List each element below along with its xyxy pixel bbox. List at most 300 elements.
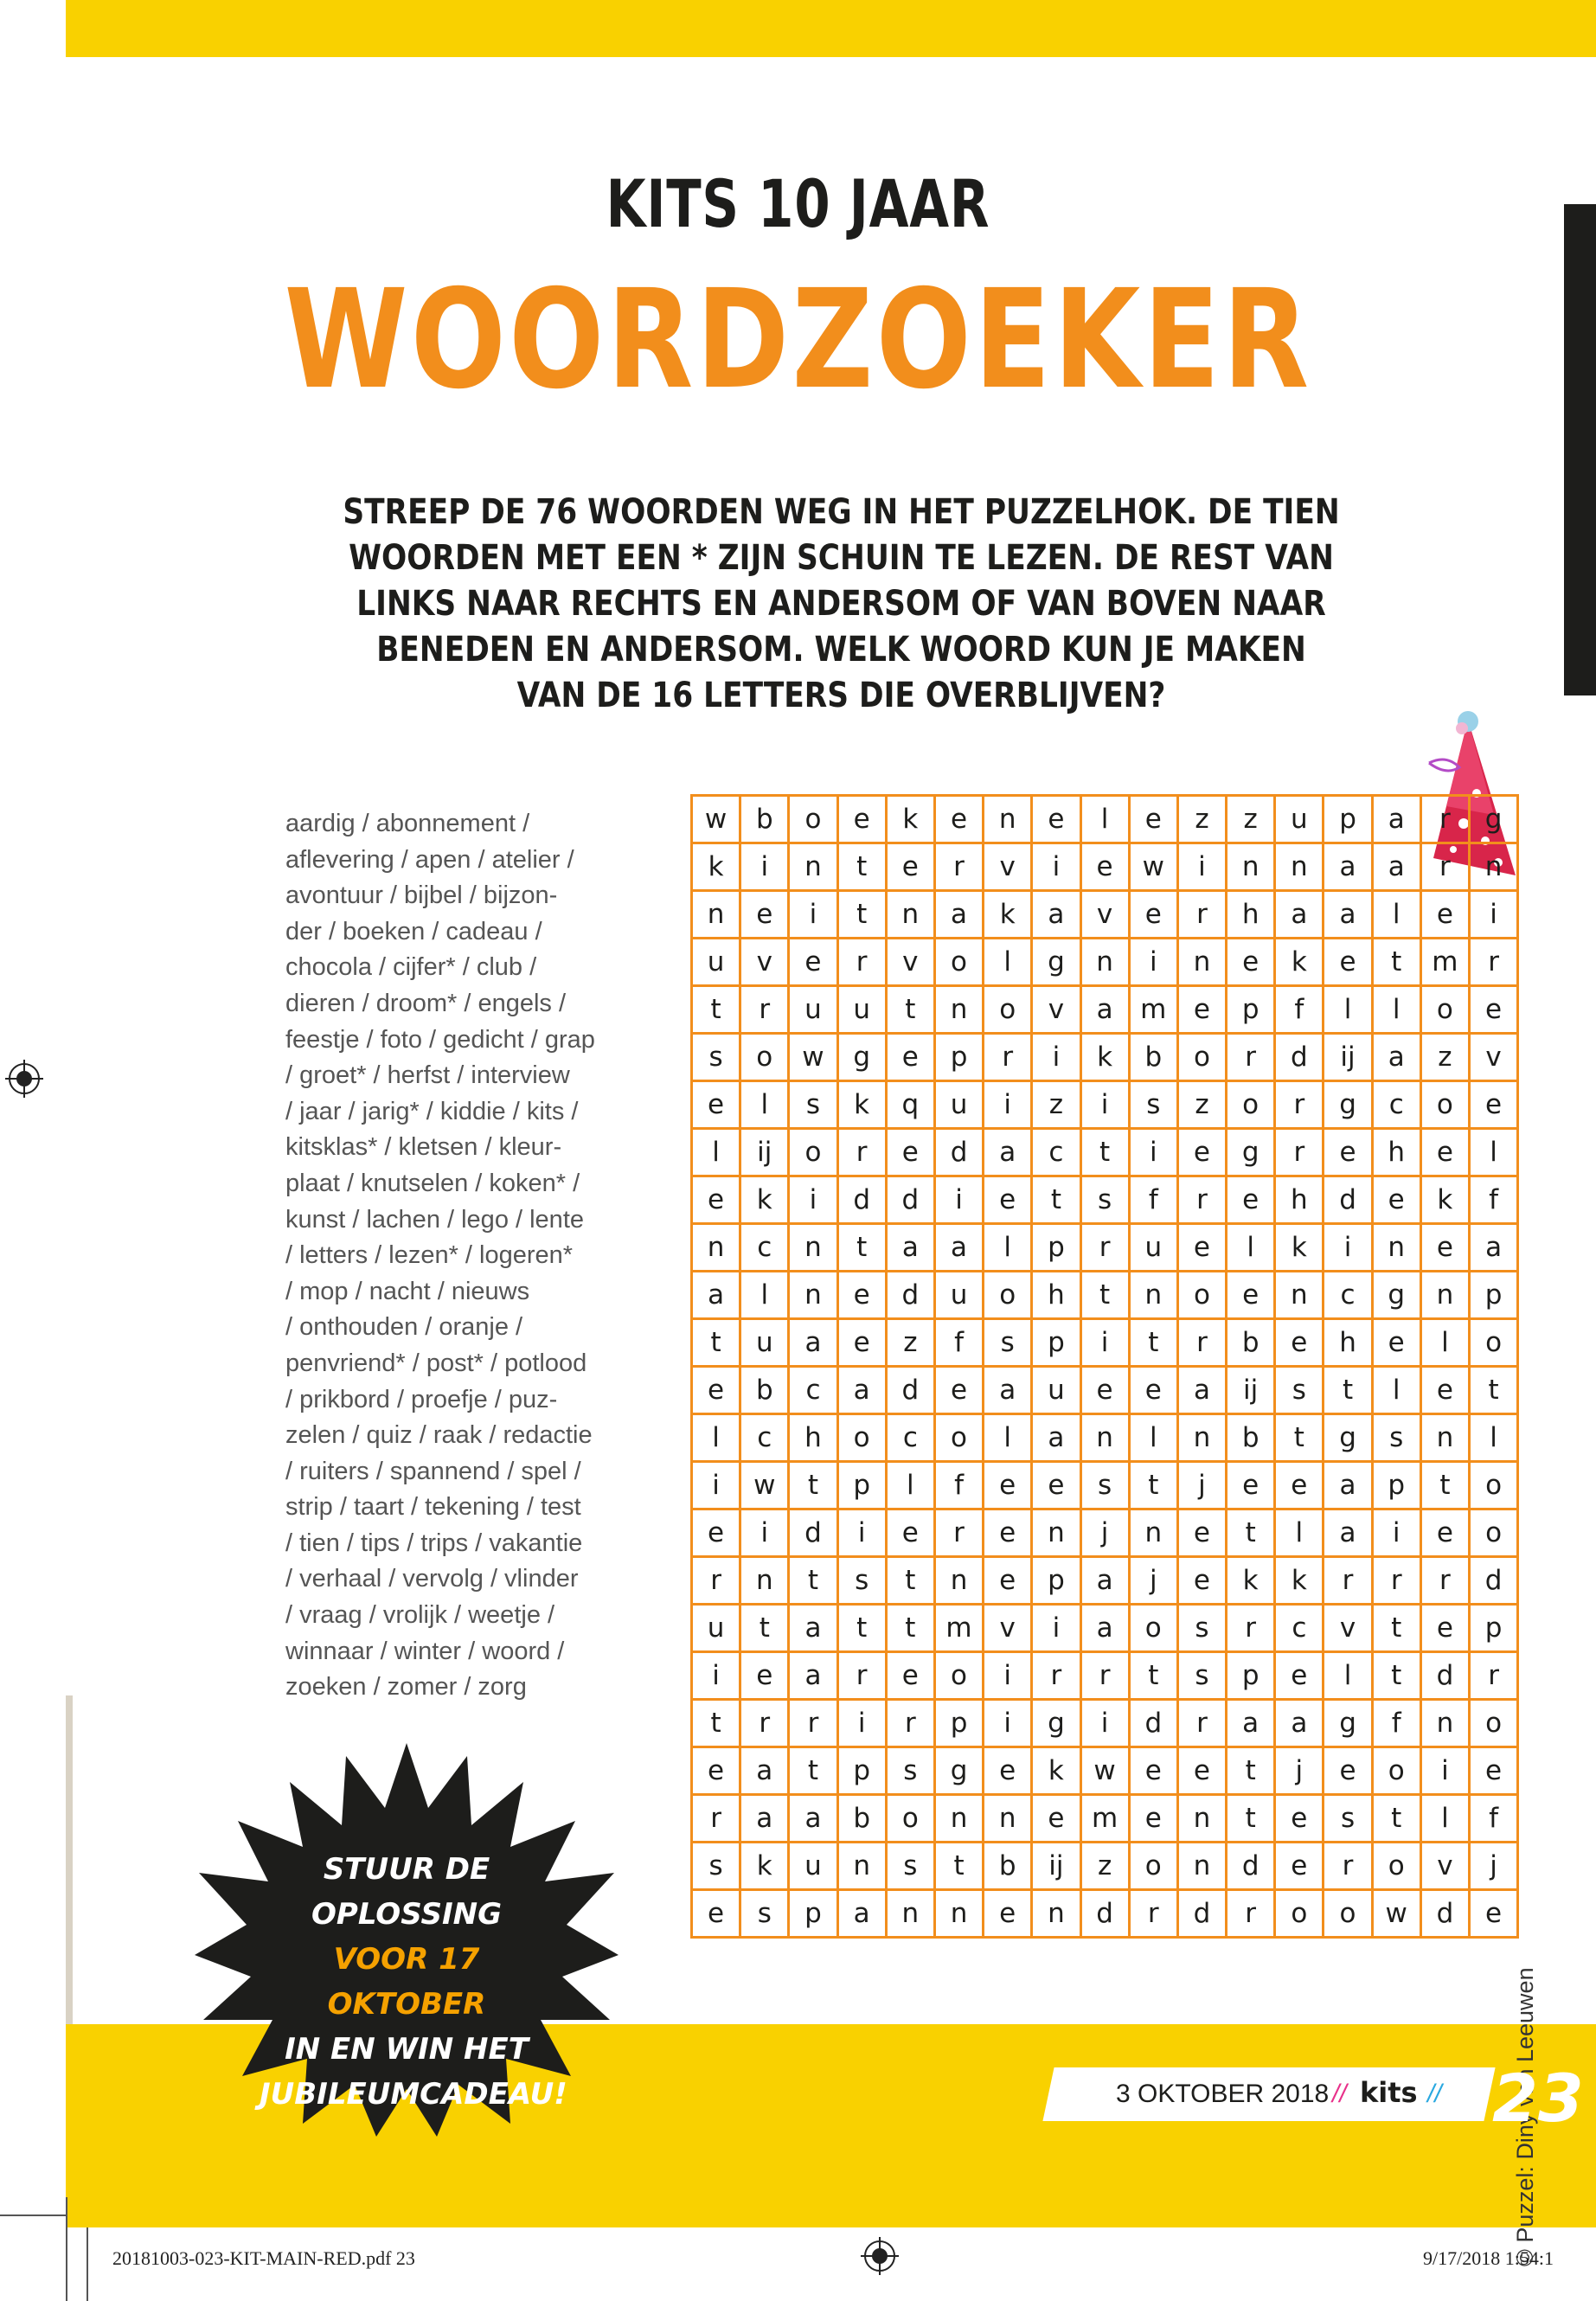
grid-cell[interactable]: s [1372,1414,1420,1462]
grid-cell[interactable]: n [1177,1414,1226,1462]
grid-cell[interactable]: d [1470,1557,1518,1605]
grid-cell[interactable]: o [984,1272,1032,1319]
grid-cell[interactable]: h [1227,891,1275,939]
grid-cell[interactable]: n [1080,1414,1129,1462]
grid-cell[interactable]: n [1275,1272,1324,1319]
grid-cell[interactable]: e [984,1747,1032,1795]
grid-cell[interactable]: s [692,1034,740,1081]
grid-cell[interactable]: a [789,1319,837,1367]
grid-cell[interactable]: d [837,1176,886,1224]
grid-cell[interactable]: c [1032,1129,1080,1176]
grid-cell[interactable]: l [984,1224,1032,1272]
grid-cell[interactable]: z [886,1319,934,1367]
grid-cell[interactable]: a [692,1272,740,1319]
grid-cell[interactable]: o [740,1034,789,1081]
grid-cell[interactable]: r [1227,1890,1275,1938]
grid-cell[interactable]: e [1227,1272,1275,1319]
grid-cell[interactable]: t [1129,1462,1177,1509]
grid-cell[interactable]: a [1324,1509,1372,1557]
grid-cell[interactable]: e [1129,891,1177,939]
grid-cell[interactable]: a [1372,796,1420,843]
word-search-grid[interactable] [690,794,1519,1939]
grid-cell[interactable]: a [984,1367,1032,1414]
grid-cell[interactable]: s [1275,1367,1324,1414]
grid-cell[interactable]: g [1470,796,1518,843]
grid-cell[interactable]: e [692,1081,740,1129]
grid-cell[interactable]: m [1080,1795,1129,1843]
grid-cell[interactable]: u [789,1843,837,1890]
grid-cell[interactable]: l [692,1414,740,1462]
grid-cell[interactable]: e [789,939,837,986]
grid-cell[interactable]: i [1032,1605,1080,1652]
grid-cell[interactable]: a [837,1367,886,1414]
grid-cell[interactable]: u [934,1081,983,1129]
grid-cell[interactable]: i [837,1509,886,1557]
grid-cell[interactable]: e [692,1176,740,1224]
grid-cell[interactable]: a [1177,1367,1226,1414]
grid-cell[interactable]: w [740,1462,789,1509]
grid-cell[interactable]: r [1129,1890,1177,1938]
grid-cell[interactable]: r [1470,939,1518,986]
grid-cell[interactable]: t [886,986,934,1034]
grid-cell[interactable]: r [1177,891,1226,939]
grid-cell[interactable]: r [740,986,789,1034]
grid-cell[interactable]: p [1470,1272,1518,1319]
grid-cell[interactable]: k [740,1843,789,1890]
grid-cell[interactable]: b [1227,1414,1275,1462]
grid-cell[interactable]: e [886,1652,934,1700]
grid-cell[interactable]: g [1032,1700,1080,1747]
grid-cell[interactable]: i [1470,891,1518,939]
grid-cell[interactable]: s [740,1890,789,1938]
grid-cell[interactable]: r [1420,843,1469,891]
grid-cell[interactable]: u [789,986,837,1034]
grid-cell[interactable]: e [1275,1319,1324,1367]
grid-cell[interactable]: r [1420,1557,1469,1605]
grid-cell[interactable]: d [1080,1890,1129,1938]
grid-cell[interactable]: a [789,1652,837,1700]
grid-cell[interactable]: k [1420,1176,1469,1224]
grid-cell[interactable]: i [1032,843,1080,891]
grid-cell[interactable]: h [1372,1129,1420,1176]
grid-cell[interactable]: a [1324,843,1372,891]
grid-cell[interactable]: o [1470,1509,1518,1557]
grid-cell[interactable]: i [1420,1747,1469,1795]
grid-cell[interactable]: v [1470,1034,1518,1081]
grid-cell[interactable]: e [886,1129,934,1176]
grid-cell[interactable]: i [1032,1034,1080,1081]
grid-cell[interactable]: o [789,796,837,843]
grid-cell[interactable]: s [692,1843,740,1890]
grid-cell[interactable]: z [1080,1843,1129,1890]
grid-cell[interactable]: p [1372,1462,1420,1509]
grid-cell[interactable]: e [1032,796,1080,843]
grid-cell[interactable]: i [1080,1700,1129,1747]
grid-cell[interactable]: e [1177,986,1226,1034]
grid-cell[interactable]: n [1177,1843,1226,1890]
grid-cell[interactable]: r [1080,1224,1129,1272]
grid-cell[interactable]: l [1372,891,1420,939]
grid-cell[interactable]: g [1324,1700,1372,1747]
grid-cell[interactable]: g [837,1034,886,1081]
grid-cell[interactable]: r [1177,1319,1226,1367]
grid-cell[interactable]: a [837,1890,886,1938]
grid-cell[interactable]: b [837,1795,886,1843]
grid-cell[interactable]: a [1032,891,1080,939]
grid-cell[interactable]: o [1129,1843,1177,1890]
grid-cell[interactable]: p [1032,1557,1080,1605]
grid-cell[interactable]: u [740,1319,789,1367]
grid-cell[interactable]: d [886,1176,934,1224]
grid-cell[interactable]: i [789,1176,837,1224]
grid-cell[interactable]: a [1227,1700,1275,1747]
grid-cell[interactable]: p [1032,1224,1080,1272]
grid-cell[interactable]: a [1275,1700,1324,1747]
grid-cell[interactable]: t [1227,1795,1275,1843]
grid-cell[interactable]: h [1324,1319,1372,1367]
grid-cell[interactable]: o [1372,1843,1420,1890]
grid-cell[interactable]: a [789,1605,837,1652]
grid-cell[interactable]: l [740,1081,789,1129]
grid-cell[interactable]: i [1177,843,1226,891]
grid-cell[interactable]: u [837,986,886,1034]
grid-cell[interactable]: r [886,1700,934,1747]
grid-cell[interactable]: o [789,1129,837,1176]
grid-cell[interactable]: p [1324,796,1372,843]
grid-cell[interactable]: e [984,1557,1032,1605]
grid-cell[interactable]: v [984,843,1032,891]
grid-cell[interactable]: e [886,1034,934,1081]
grid-cell[interactable]: l [1420,1795,1469,1843]
grid-cell[interactable]: t [1227,1747,1275,1795]
grid-cell[interactable]: e [692,1890,740,1938]
grid-cell[interactable]: e [1275,1795,1324,1843]
grid-cell[interactable]: ij [1324,1034,1372,1081]
grid-cell[interactable]: g [1324,1414,1372,1462]
grid-cell[interactable]: h [1275,1176,1324,1224]
grid-cell[interactable]: t [1032,1176,1080,1224]
grid-cell[interactable]: d [1420,1890,1469,1938]
grid-cell[interactable]: n [1129,1272,1177,1319]
grid-cell[interactable]: n [934,986,983,1034]
grid-cell[interactable]: e [1080,1367,1129,1414]
grid-cell[interactable]: l [1129,1414,1177,1462]
grid-cell[interactable]: e [934,796,983,843]
grid-cell[interactable]: d [934,1129,983,1176]
grid-cell[interactable]: p [1227,986,1275,1034]
grid-cell[interactable]: r [1177,1176,1226,1224]
grid-cell[interactable]: e [1227,1176,1275,1224]
grid-cell[interactable]: r [1227,1605,1275,1652]
grid-cell[interactable]: n [837,1843,886,1890]
grid-cell[interactable]: l [1227,1224,1275,1272]
grid-cell[interactable]: t [837,843,886,891]
grid-cell[interactable]: n [984,1795,1032,1843]
grid-cell[interactable]: f [1470,1176,1518,1224]
grid-cell[interactable]: n [1227,843,1275,891]
grid-cell[interactable]: i [1080,1319,1129,1367]
grid-cell[interactable]: e [1227,1462,1275,1509]
grid-cell[interactable]: s [1324,1795,1372,1843]
grid-cell[interactable]: k [1080,1034,1129,1081]
grid-cell[interactable]: j [1129,1557,1177,1605]
grid-cell[interactable]: t [837,1605,886,1652]
grid-cell[interactable]: o [984,986,1032,1034]
grid-cell[interactable]: n [1032,1890,1080,1938]
grid-cell[interactable]: c [740,1224,789,1272]
grid-cell[interactable]: e [692,1367,740,1414]
grid-cell[interactable]: e [837,1272,886,1319]
grid-cell[interactable]: r [1275,1081,1324,1129]
grid-cell[interactable]: p [837,1462,886,1509]
grid-cell[interactable]: s [886,1747,934,1795]
grid-cell[interactable]: l [1324,986,1372,1034]
grid-cell[interactable]: t [1275,1414,1324,1462]
grid-cell[interactable]: e [1275,1462,1324,1509]
grid-cell[interactable]: a [984,1129,1032,1176]
grid-cell[interactable]: e [1470,1890,1518,1938]
grid-cell[interactable]: n [934,1557,983,1605]
grid-cell[interactable]: r [934,1509,983,1557]
grid-cell[interactable]: i [740,1509,789,1557]
grid-cell[interactable]: t [692,986,740,1034]
grid-cell[interactable]: n [934,1795,983,1843]
grid-cell[interactable]: k [984,891,1032,939]
grid-cell[interactable]: e [1420,1129,1469,1176]
grid-cell[interactable]: e [740,1652,789,1700]
grid-cell[interactable]: k [692,843,740,891]
grid-cell[interactable]: g [1324,1081,1372,1129]
grid-cell[interactable]: e [1227,939,1275,986]
grid-cell[interactable]: e [692,1747,740,1795]
grid-cell[interactable]: n [1032,1509,1080,1557]
grid-cell[interactable]: i [984,1700,1032,1747]
grid-cell[interactable]: a [740,1795,789,1843]
grid-cell[interactable]: g [1372,1272,1420,1319]
grid-cell[interactable]: n [692,1224,740,1272]
grid-cell[interactable]: ij [1227,1367,1275,1414]
grid-cell[interactable]: e [1032,1795,1080,1843]
grid-cell[interactable]: k [740,1176,789,1224]
grid-cell[interactable]: v [1032,986,1080,1034]
grid-cell[interactable]: e [1080,843,1129,891]
grid-cell[interactable]: v [984,1605,1032,1652]
grid-cell[interactable]: e [934,1367,983,1414]
grid-cell[interactable]: d [1227,1843,1275,1890]
grid-cell[interactable]: t [740,1605,789,1652]
grid-cell[interactable]: l [1372,986,1420,1034]
grid-cell[interactable]: c [886,1414,934,1462]
grid-cell[interactable]: n [934,1890,983,1938]
grid-cell[interactable]: n [740,1557,789,1605]
grid-cell[interactable]: l [740,1272,789,1319]
grid-cell[interactable]: c [1324,1272,1372,1319]
grid-cell[interactable]: e [1420,1367,1469,1414]
grid-cell[interactable]: m [1129,986,1177,1034]
grid-cell[interactable]: o [934,1652,983,1700]
grid-cell[interactable]: e [1129,1367,1177,1414]
grid-cell[interactable]: s [1080,1462,1129,1509]
grid-cell[interactable]: j [1080,1509,1129,1557]
grid-cell[interactable]: s [886,1843,934,1890]
grid-cell[interactable]: a [1470,1224,1518,1272]
grid-cell[interactable]: e [837,1319,886,1367]
grid-cell[interactable]: e [1470,1081,1518,1129]
grid-cell[interactable]: c [1372,1081,1420,1129]
grid-cell[interactable]: i [1080,1081,1129,1129]
grid-cell[interactable]: a [1372,1034,1420,1081]
grid-cell[interactable]: n [1177,1795,1226,1843]
grid-cell[interactable]: k [1275,939,1324,986]
grid-cell[interactable]: o [1129,1605,1177,1652]
grid-cell[interactable]: e [692,1509,740,1557]
grid-cell[interactable]: a [934,1224,983,1272]
grid-cell[interactable]: l [1470,1414,1518,1462]
grid-cell[interactable]: o [1275,1890,1324,1938]
grid-cell[interactable]: n [1129,1509,1177,1557]
grid-cell[interactable]: a [740,1747,789,1795]
grid-cell[interactable]: w [1129,843,1177,891]
grid-cell[interactable]: t [789,1747,837,1795]
grid-cell[interactable]: r [1420,796,1469,843]
grid-cell[interactable]: f [934,1462,983,1509]
grid-cell[interactable]: e [984,1176,1032,1224]
grid-cell[interactable]: v [740,939,789,986]
grid-cell[interactable]: t [1129,1319,1177,1367]
grid-cell[interactable]: r [1080,1652,1129,1700]
grid-cell[interactable]: e [1177,1224,1226,1272]
grid-cell[interactable]: i [740,843,789,891]
grid-cell[interactable]: p [934,1034,983,1081]
grid-cell[interactable]: z [1032,1081,1080,1129]
grid-cell[interactable]: l [1470,1129,1518,1176]
grid-cell[interactable]: o [837,1414,886,1462]
grid-cell[interactable]: s [984,1319,1032,1367]
grid-cell[interactable]: g [934,1747,983,1795]
grid-cell[interactable]: w [692,796,740,843]
grid-cell[interactable]: o [886,1795,934,1843]
grid-cell[interactable]: t [789,1557,837,1605]
grid-cell[interactable]: r [837,1129,886,1176]
grid-cell[interactable]: d [886,1367,934,1414]
grid-cell[interactable]: t [1080,1129,1129,1176]
grid-cell[interactable]: k [1032,1747,1080,1795]
grid-cell[interactable]: f [1372,1700,1420,1747]
grid-cell[interactable]: a [1324,1462,1372,1509]
grid-cell[interactable]: z [1227,796,1275,843]
grid-cell[interactable]: f [1470,1795,1518,1843]
grid-cell[interactable]: o [1372,1747,1420,1795]
grid-cell[interactable]: u [692,939,740,986]
grid-cell[interactable]: r [1032,1652,1080,1700]
grid-cell[interactable]: e [1275,1652,1324,1700]
grid-cell[interactable]: n [886,1890,934,1938]
grid-cell[interactable]: e [1129,796,1177,843]
grid-cell[interactable]: b [740,1367,789,1414]
grid-cell[interactable]: e [1177,1129,1226,1176]
grid-cell[interactable]: r [984,1034,1032,1081]
grid-cell[interactable]: z [1420,1034,1469,1081]
grid-cell[interactable]: l [1324,1652,1372,1700]
grid-cell[interactable]: g [1032,939,1080,986]
grid-cell[interactable]: l [1080,796,1129,843]
grid-cell[interactable]: f [1275,986,1324,1034]
grid-cell[interactable]: t [837,1224,886,1272]
grid-cell[interactable]: e [1324,1747,1372,1795]
grid-cell[interactable]: n [789,1224,837,1272]
grid-cell[interactable]: b [1129,1034,1177,1081]
grid-cell[interactable]: u [1032,1367,1080,1414]
grid-cell[interactable]: s [789,1081,837,1129]
grid-cell[interactable]: v [1420,1843,1469,1890]
grid-cell[interactable]: ij [1032,1843,1080,1890]
grid-cell[interactable]: o [1470,1319,1518,1367]
grid-cell[interactable]: e [1420,1605,1469,1652]
grid-cell[interactable]: h [789,1414,837,1462]
grid-cell[interactable]: i [1372,1509,1420,1557]
grid-cell[interactable]: f [1129,1176,1177,1224]
grid-cell[interactable]: e [1177,1557,1226,1605]
grid-cell[interactable]: p [1227,1652,1275,1700]
grid-cell[interactable]: l [1275,1509,1324,1557]
grid-cell[interactable]: i [837,1700,886,1747]
grid-cell[interactable]: e [1177,1747,1226,1795]
grid-cell[interactable]: t [692,1700,740,1747]
grid-cell[interactable]: r [1324,1557,1372,1605]
grid-cell[interactable]: f [934,1319,983,1367]
grid-cell[interactable]: e [1420,1509,1469,1557]
grid-cell[interactable]: t [837,891,886,939]
grid-cell[interactable]: p [789,1890,837,1938]
grid-cell[interactable]: e [1420,891,1469,939]
grid-cell[interactable]: t [1470,1367,1518,1414]
grid-cell[interactable]: t [886,1557,934,1605]
grid-cell[interactable]: ij [740,1129,789,1176]
grid-cell[interactable]: a [789,1795,837,1843]
grid-cell[interactable]: p [934,1700,983,1747]
grid-cell[interactable]: n [1420,1414,1469,1462]
grid-cell[interactable]: o [934,1414,983,1462]
grid-cell[interactable]: e [1129,1795,1177,1843]
grid-cell[interactable]: t [1324,1367,1372,1414]
grid-cell[interactable]: u [1275,796,1324,843]
grid-cell[interactable]: i [692,1462,740,1509]
grid-cell[interactable]: a [1080,986,1129,1034]
grid-cell[interactable]: u [1129,1224,1177,1272]
grid-cell[interactable]: t [1372,1605,1420,1652]
grid-cell[interactable]: a [1372,843,1420,891]
grid-cell[interactable]: i [1324,1224,1372,1272]
grid-cell[interactable]: n [1275,843,1324,891]
grid-cell[interactable]: t [1420,1462,1469,1509]
grid-cell[interactable]: r [934,843,983,891]
grid-cell[interactable]: d [1324,1176,1372,1224]
grid-cell[interactable]: n [1177,939,1226,986]
grid-cell[interactable]: i [1129,939,1177,986]
grid-cell[interactable]: i [984,1652,1032,1700]
grid-cell[interactable]: r [1177,1700,1226,1747]
grid-cell[interactable]: o [1420,986,1469,1034]
grid-cell[interactable]: i [934,1176,983,1224]
grid-cell[interactable]: r [1275,1129,1324,1176]
grid-cell[interactable]: v [1324,1605,1372,1652]
grid-cell[interactable]: e [1470,986,1518,1034]
grid-cell[interactable]: a [1324,891,1372,939]
grid-cell[interactable]: s [837,1557,886,1605]
grid-cell[interactable]: w [789,1034,837,1081]
grid-cell[interactable]: u [934,1272,983,1319]
grid-cell[interactable]: p [837,1747,886,1795]
